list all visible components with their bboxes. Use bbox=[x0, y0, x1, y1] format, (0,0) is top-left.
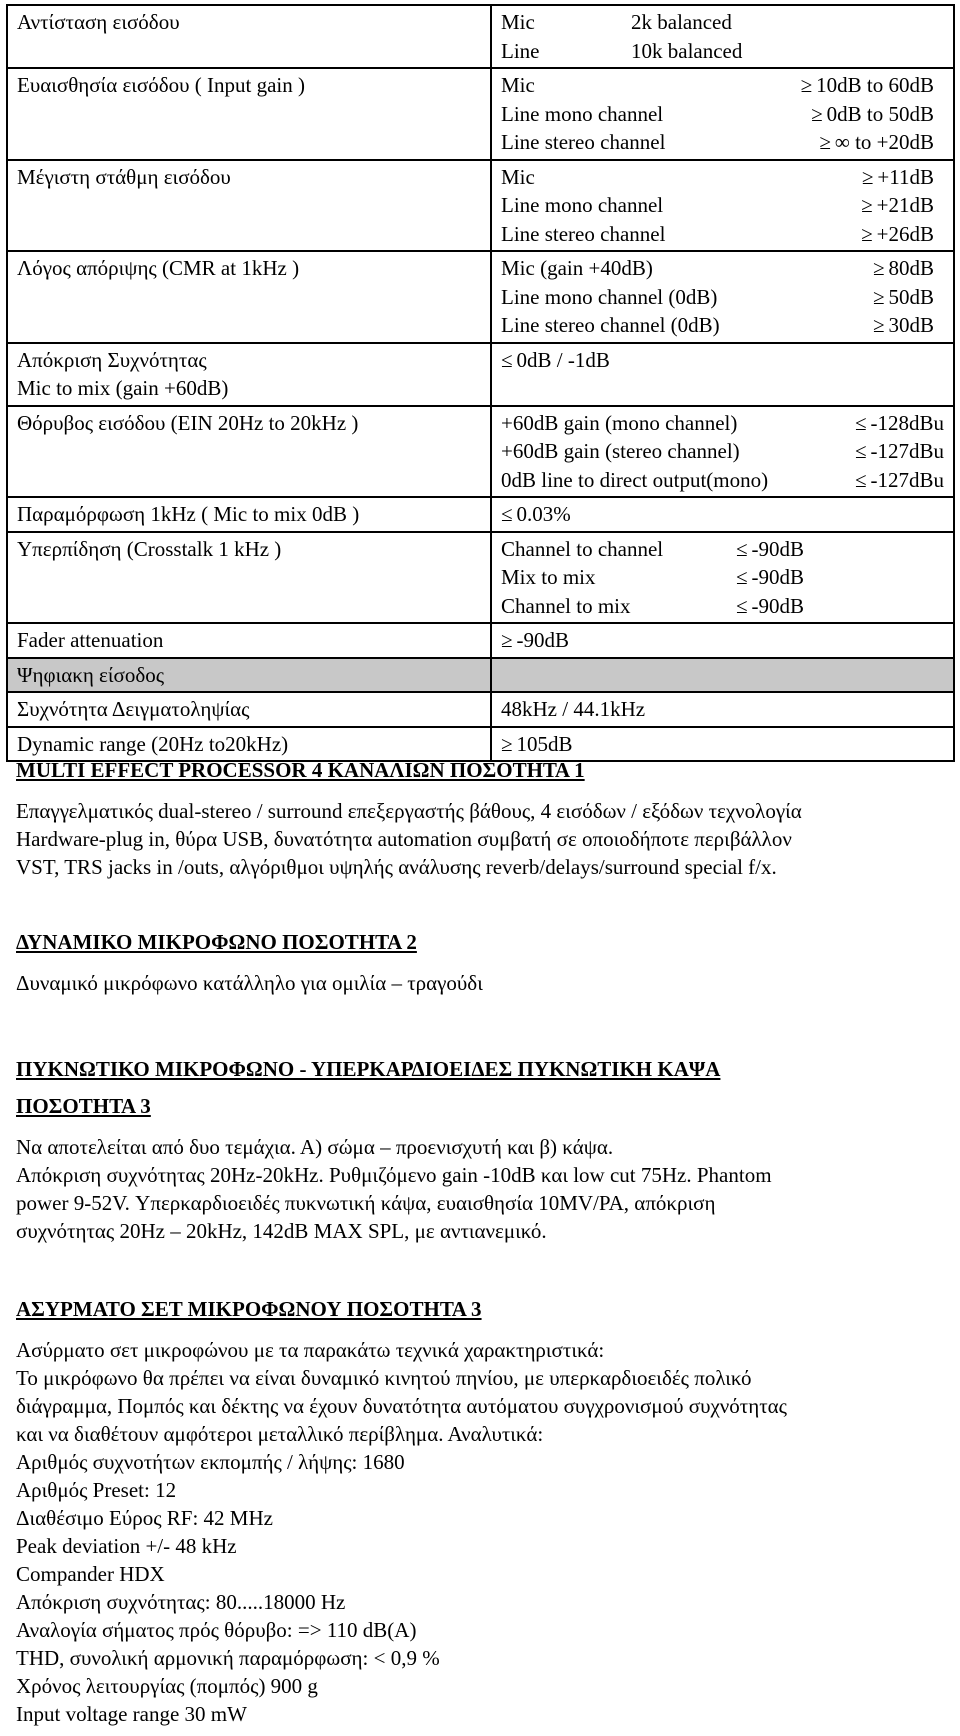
body-line: power 9-52V. Υπερκαρδιοειδές πυκνωτική κάψα, ευαισθησία 10MV/PA, απόκριση bbox=[16, 1191, 716, 1215]
spec-value-line bbox=[501, 535, 944, 564]
body-line: Επαγγελματικός dual-stereo / surround επεξεργαστής βάθους, 4 εισόδων / εξόδων τεχνολογία bbox=[16, 799, 802, 823]
spec-value-line bbox=[501, 128, 944, 157]
body-line: Δυναμικό μικρόφωνο κατάλληλο για ομιλία – τραγούδι bbox=[16, 971, 483, 995]
spec-value-cell bbox=[491, 343, 954, 406]
spec-value-param: Line mono channel bbox=[501, 101, 664, 126]
spec-label: Θόρυβος εισόδου (EIN 20Hz to 20kHz ) bbox=[17, 410, 359, 435]
spec-label-cell bbox=[7, 727, 491, 762]
body-line: και να διαθέτουν αμφότεροι μεταλλικό περίβλημα. Αναλυτικά: bbox=[16, 1422, 544, 1446]
spec-row bbox=[7, 5, 954, 68]
section-dynamic-mic bbox=[16, 930, 946, 997]
spec-value-figure: ≤ -90dB bbox=[736, 592, 804, 621]
spec-row bbox=[7, 727, 954, 762]
spec-value-figure: ≥ 105dB bbox=[501, 730, 573, 759]
spec-value-param: Mix to mix bbox=[501, 565, 596, 589]
body-line: Compander HDX bbox=[16, 1562, 165, 1586]
spec-value-line bbox=[501, 8, 944, 37]
spec-value-figure: ≥ -90dB bbox=[501, 626, 569, 655]
spec-value-cell bbox=[491, 251, 954, 343]
spec-value-line bbox=[501, 626, 944, 655]
spec-label: Αντίσταση εισόδου bbox=[17, 10, 180, 34]
section-body bbox=[16, 1336, 946, 1728]
body-line: THD, συνολική αρμονική παραμόρφωση: < 0,9 % bbox=[16, 1646, 440, 1670]
spec-value-line bbox=[501, 311, 944, 340]
spec-row bbox=[7, 532, 954, 624]
spec-value-cell bbox=[491, 623, 954, 658]
section-body bbox=[16, 1133, 946, 1245]
spec-value-line bbox=[501, 71, 944, 100]
spec-label-cell bbox=[7, 251, 491, 343]
spec-label: Fader attenuation bbox=[17, 628, 164, 652]
section-heading bbox=[16, 758, 946, 783]
spec-value-line bbox=[501, 100, 944, 129]
spec-label-cell bbox=[7, 497, 491, 532]
spec-label: Μέγιστη στάθμη εισόδου bbox=[17, 164, 231, 189]
spec-value-line bbox=[501, 695, 944, 724]
spec-value-param: Mic bbox=[501, 164, 535, 189]
body-line: Να αποτελείται από δυο τεμάχια. Α) σώμα – προενισχυτή και β) κάψα. bbox=[16, 1135, 614, 1159]
spec-label: Mic to mix (gain +60dB) bbox=[17, 376, 229, 400]
body-line: Αριθμός συχνοτήτων εκπομπής / λήψης: 1680 bbox=[16, 1450, 405, 1474]
body-line: Το μικρόφωνο θα πρέπει να είναι δυναμικό κινητού πηνίου, με υπερκαρδιοειδές πολικό bbox=[16, 1366, 752, 1390]
spec-value-param: 0dB line to direct output(mono) bbox=[501, 467, 769, 492]
spec-value-line bbox=[501, 283, 944, 312]
spec-label-cell bbox=[7, 658, 491, 693]
spec-value-cell bbox=[491, 160, 954, 252]
spec-value-figure: ≥ +21dB bbox=[861, 191, 934, 220]
spec-label-cell bbox=[7, 5, 491, 68]
section-body bbox=[16, 797, 946, 881]
spec-value-param: Line mono channel bbox=[501, 193, 664, 217]
spec-value-cell bbox=[491, 727, 954, 762]
body-line: συχνότητας 20Hz – 20kHz, 142dB MAX SPL, με αντιανεμικό. bbox=[16, 1219, 547, 1243]
spec-row bbox=[7, 160, 954, 252]
section-multi-effect bbox=[16, 758, 946, 881]
spec-label-cell bbox=[7, 532, 491, 624]
spec-label: Ευαισθησία εισόδου ( Input gain ) bbox=[17, 73, 306, 97]
spec-value-cell bbox=[491, 68, 954, 160]
body-line: Peak deviation +/- 48 kHz bbox=[16, 1534, 237, 1558]
spec-value-param: Line stereo channel bbox=[501, 130, 666, 154]
spec-label-cell bbox=[7, 68, 491, 160]
spec-value-cell bbox=[491, 658, 954, 693]
spec-value-line bbox=[501, 37, 944, 66]
spec-value-figure: ≥ 30dB bbox=[873, 311, 934, 340]
heading-line: MULTI EFFECT PROCESSOR 4 ΚΑΝΑΛΙΩΝ ΠΟΣΟΤΗΤΑ 1 bbox=[16, 758, 585, 782]
spec-value-param: +60dB gain (stereo channel) bbox=[501, 439, 740, 463]
heading-line: ΑΣΥΡΜΑΤΟ ΣΕΤ ΜΙΚΡΟΦΩΝΟΥ ΠΟΣΟΤΗΤΑ 3 bbox=[16, 1297, 482, 1321]
spec-value-figure: ≥ +11dB bbox=[862, 163, 934, 192]
body-line: διάγραμμα, Πομπός και δέκτης να έχουν δυνατότητα αυτόματου συγχρονισμού συχνότητας bbox=[16, 1394, 787, 1418]
spec-value-figure: ≥ ∞ to +20dB bbox=[819, 128, 934, 157]
spec-value-line bbox=[501, 254, 944, 283]
spec-value-line bbox=[501, 563, 944, 592]
spec-row bbox=[7, 68, 954, 160]
spec-value-line bbox=[501, 500, 944, 529]
heading-line: ΔΥΝΑΜΙΚΟ ΜΙΚΡΟΦΩΝΟ ΠΟΣΟΤΗΤΑ 2 bbox=[16, 930, 417, 954]
spec-value-line bbox=[501, 409, 944, 438]
spec-value-param: Mic bbox=[501, 10, 535, 34]
spec-row bbox=[7, 692, 954, 727]
body-line: Χρόνος λειτουργίας (πομπός) 900 g bbox=[16, 1674, 318, 1698]
spec-label: Απόκριση Συχνότητας bbox=[17, 347, 207, 372]
spec-table bbox=[6, 4, 955, 762]
spec-value-figure: 48kHz / 44.1kHz bbox=[501, 697, 646, 721]
spec-value-figure: ≥ 0dB to 50dB bbox=[811, 100, 934, 129]
spec-value-param: Line stereo channel bbox=[501, 221, 666, 246]
spec-value-line bbox=[501, 346, 944, 375]
spec-label-cell bbox=[7, 160, 491, 252]
spec-value-figure: 2k balanced bbox=[631, 10, 732, 34]
spec-value-figure: ≤ 0dB / -1dB bbox=[501, 346, 610, 375]
spec-value-line bbox=[501, 220, 944, 249]
heading-line: ΠΥΚΝΩΤΙΚΟ ΜΙΚΡΟΦΩΝΟ - ΥΠΕΡΚΑΡΔΙΟΕΙΔΕΣ ΠΥΚΝΩΤΙΚΗ ΚΑΨΑ bbox=[16, 1057, 721, 1081]
spec-value-line bbox=[501, 730, 944, 759]
spec-value-param: Line stereo channel (0dB) bbox=[501, 313, 720, 337]
spec-value-cell bbox=[491, 532, 954, 624]
spec-value-param: Line bbox=[501, 38, 540, 63]
spec-label: Παραμόρφωση 1kHz ( Mic to mix 0dB ) bbox=[17, 502, 360, 526]
section-wireless-mic bbox=[16, 1297, 946, 1728]
spec-value-param: Channel to mix bbox=[501, 593, 631, 618]
spec-label: Συχνότητα Δειγματοληψίας bbox=[17, 697, 250, 721]
section-heading bbox=[16, 930, 946, 955]
spec-value-line bbox=[501, 191, 944, 220]
spec-label: Υπερπίδηση (Crosstalk 1 kHz ) bbox=[17, 536, 282, 561]
spec-row bbox=[7, 343, 954, 406]
spec-label: Ψηφιακη είσοδος bbox=[17, 662, 165, 687]
spec-row bbox=[7, 406, 954, 498]
spec-value-cell bbox=[491, 5, 954, 68]
body-line: Input voltage range 30 mW bbox=[16, 1702, 247, 1726]
spec-table-body bbox=[7, 5, 954, 761]
spec-value-figure: ≤ -128dBu bbox=[855, 409, 944, 438]
body-line: Αναλογία σήματος πρός θόρυβο: => 110 dB(A) bbox=[16, 1618, 417, 1642]
spec-row bbox=[7, 497, 954, 532]
spec-label: Λόγος απόριψης (CMR at 1kHz ) bbox=[17, 256, 300, 280]
spec-value-figure: ≥ 10dB to 60dB bbox=[801, 71, 934, 100]
spec-value-cell bbox=[491, 497, 954, 532]
spec-value-figure: ≤ -127dBu bbox=[855, 437, 944, 466]
spec-value-figure: ≤ 0.03% bbox=[501, 500, 571, 529]
body-line: Απόκριση συχνότητας: 80.....18000 Hz bbox=[16, 1590, 346, 1614]
spec-value-figure: ≥ 80dB bbox=[873, 254, 934, 283]
section-heading bbox=[16, 1057, 946, 1119]
section-condenser-mic bbox=[16, 1057, 946, 1245]
spec-label: Dynamic range (20Hz to20kHz) bbox=[17, 731, 289, 756]
spec-value-figure: ≤ -127dBu bbox=[855, 466, 944, 495]
spec-value-figure: ≥ 50dB bbox=[873, 283, 934, 312]
body-line: Διαθέσιμο Εύρος RF: 42 MHz bbox=[16, 1506, 273, 1530]
spec-value-param: Mic bbox=[501, 73, 535, 97]
spec-value-line bbox=[501, 437, 944, 466]
spec-row bbox=[7, 251, 954, 343]
spec-row bbox=[7, 623, 954, 658]
spec-row bbox=[7, 658, 954, 693]
spec-value-line bbox=[501, 163, 944, 192]
spec-value-figure: 10k balanced bbox=[631, 38, 743, 63]
body-line: VST, TRS jacks in /outs, αλγόριθμοι υψηλής ανάλυσης reverb/delays/surround special f/x. bbox=[16, 855, 777, 879]
spec-value-param: Channel to channel bbox=[501, 536, 664, 561]
section-heading bbox=[16, 1297, 946, 1322]
body-line: Hardware-plug in, θύρα USB, δυνατότητα automation συμβατή σε οποιοδήποτε περιβάλλον bbox=[16, 827, 792, 851]
spec-label-cell bbox=[7, 692, 491, 727]
section-body bbox=[16, 969, 946, 997]
body-line: Αριθμός Preset: 12 bbox=[16, 1478, 177, 1502]
heading-line: ΠΟΣΟΤΗΤΑ 3 bbox=[16, 1094, 151, 1118]
spec-value-param: Mic (gain +40dB) bbox=[501, 256, 653, 280]
spec-label-cell bbox=[7, 406, 491, 498]
spec-value-line bbox=[501, 466, 944, 495]
spec-value-cell bbox=[491, 692, 954, 727]
spec-label-cell bbox=[7, 343, 491, 406]
spec-value-cell bbox=[491, 406, 954, 498]
body-line: Ασύρματο σετ μικροφώνου με τα παρακάτω τεχνικά χαρακτηριστικά: bbox=[16, 1338, 605, 1362]
body-line: Απόκριση συχνότητας 20Hz-20kHz. Ρυθμιζόμενο gain -10dB και low cut 75Hz. Phantom bbox=[16, 1163, 772, 1187]
spec-value-figure: ≤ -90dB bbox=[736, 563, 804, 592]
spec-label-cell bbox=[7, 623, 491, 658]
spec-value-figure: ≤ -90dB bbox=[736, 535, 804, 564]
spec-value-line bbox=[501, 592, 944, 621]
spec-value-param: +60dB gain (mono channel) bbox=[501, 410, 738, 435]
spec-value-figure: ≥ +26dB bbox=[861, 220, 934, 249]
spec-value-param: Line mono channel (0dB) bbox=[501, 284, 718, 309]
